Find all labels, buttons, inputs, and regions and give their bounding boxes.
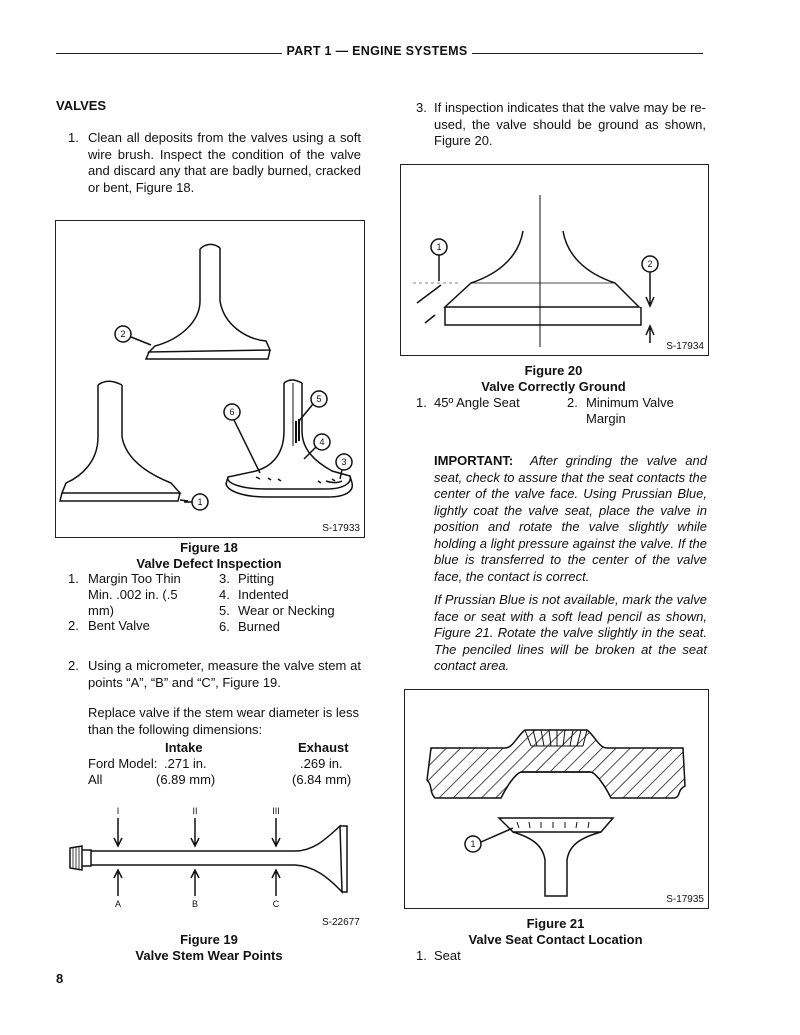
figure-18-drawing bbox=[56, 221, 364, 537]
table-row-1-label: Ford Model: bbox=[88, 756, 158, 771]
section-title: VALVES bbox=[56, 98, 107, 113]
fig20-legend-2-num: 2. bbox=[567, 395, 578, 410]
figure-19-caption-number: Figure 19 bbox=[180, 932, 238, 947]
figure-19-ref: S-22677 bbox=[322, 917, 360, 928]
step-3-text: If inspection indicates that the valve may be re-used, the valve should be ground as shown, Figure 20. bbox=[434, 100, 706, 148]
fig18-legend-4-num: 4. bbox=[219, 587, 230, 602]
fig21-callout-1: 1 bbox=[470, 839, 476, 849]
fig19-label-I: I bbox=[116, 806, 120, 816]
fig18-legend-6-text: Burned bbox=[238, 619, 280, 634]
figure-19-caption-title: Valve Stem Wear Points bbox=[135, 948, 283, 963]
fig18-callout-2: 2 bbox=[120, 329, 126, 339]
figure-20-caption-number: Figure 20 bbox=[524, 363, 583, 378]
fig18-legend-5-text: Wear or Necking bbox=[238, 603, 335, 618]
fig20-callout-1: 1 bbox=[436, 242, 442, 252]
figure-21-drawing bbox=[405, 690, 708, 908]
header-rule-right bbox=[472, 53, 703, 54]
page-number: 8 bbox=[56, 971, 64, 986]
important-label: IMPORTANT: bbox=[434, 453, 514, 468]
fig18-legend-1-text: Margin Too Thin Min. .002 in. (.5 mm) bbox=[88, 571, 181, 618]
fig18-callout-4: 4 bbox=[319, 437, 325, 447]
step-1-text: Clean all deposits from the valves using a soft wire brush. Inspect the condition of the valve and discard any that are badly burned, cracked or bent, Figure 18. bbox=[88, 130, 361, 195]
fig18-legend-2-num: 2. bbox=[68, 618, 79, 633]
fig21-legend-1-num: 1. bbox=[416, 948, 427, 963]
fig18-legend-1-num: 1. bbox=[68, 571, 79, 586]
fig18-legend-5-num: 5. bbox=[219, 603, 230, 618]
figure-18-ref: S-17933 bbox=[322, 523, 360, 534]
fig18-legend-4-text: Indented bbox=[238, 587, 289, 602]
prussian-text: If Prussian Blue is not available, mark the valve face or seat with a soft lead pencil as shown, Figure 21. Rotate the valve slightly in the seat. The penciled lines will be broken at the seat contact area. bbox=[434, 592, 707, 673]
fig18-legend-6-num: 6. bbox=[219, 619, 230, 634]
fig20-legend-1-text: 45º Angle Seat bbox=[434, 395, 520, 410]
figure-20-ref: S-17934 bbox=[666, 341, 704, 352]
figure-21-ref: S-17935 bbox=[666, 894, 704, 905]
header-rule-left bbox=[56, 53, 282, 54]
table-row-1-intake: .271 in. bbox=[164, 756, 207, 771]
important-text: After grinding the valve and seat, check to assure that the seat contacts the center of the valve face. Using Prussian Blue, lightly coat the valve seat, place the valve in position and rotate the valve slightly while holding a light pressure against the valve. If the blue is transferred to the center of the valve face, the contact is correct. bbox=[434, 453, 707, 584]
fig18-callout-5: 5 bbox=[316, 394, 322, 404]
figure-21-caption-number: Figure 21 bbox=[526, 916, 585, 931]
figure-18-caption-title: Valve Defect Inspection bbox=[136, 556, 282, 571]
fig20-legend-2-text: Minimum Valve Margin bbox=[586, 395, 674, 426]
fig20-callout-2: 2 bbox=[647, 259, 653, 269]
table-header-intake: Intake bbox=[165, 740, 203, 755]
figure-19-drawing bbox=[55, 800, 365, 935]
step-2-text: Using a micrometer, measure the valve stem at points “A”, “B” and “C”, Figure 19. bbox=[88, 658, 361, 690]
fig18-legend-3-text: Pitting bbox=[238, 571, 275, 586]
fig19-label-A: A bbox=[114, 899, 122, 909]
table-row-1-exhaust: .269 in. bbox=[300, 756, 343, 771]
figure-20-caption-title: Valve Correctly Ground bbox=[481, 379, 626, 394]
figure-18 bbox=[55, 220, 365, 538]
table-row-2-label: All bbox=[88, 772, 103, 787]
figure-18-caption-number: Figure 18 bbox=[180, 540, 238, 555]
figure-20 bbox=[400, 164, 709, 356]
fig19-label-III: III bbox=[272, 806, 280, 816]
replace-text: Replace valve if the stem wear diameter is less than the following dimensions: bbox=[88, 705, 359, 737]
step-3-number: 3. bbox=[416, 100, 427, 115]
fig21-legend-1-text: Seat bbox=[434, 948, 461, 963]
fig18-callout-1: 1 bbox=[197, 497, 203, 507]
figure-20-drawing bbox=[401, 165, 708, 355]
table-row-2-intake: (6.89 mm) bbox=[156, 772, 216, 787]
figure-21-caption-title: Valve Seat Contact Location bbox=[468, 932, 643, 947]
fig19-label-B: B bbox=[191, 899, 199, 909]
fig19-label-C: C bbox=[272, 899, 280, 909]
fig19-label-II: II bbox=[192, 806, 198, 816]
fig18-callout-3: 3 bbox=[341, 457, 347, 467]
step-2-number: 2. bbox=[68, 658, 79, 673]
fig20-legend-1-num: 1. bbox=[416, 395, 427, 410]
fig18-callout-6: 6 bbox=[229, 407, 235, 417]
page-header-title: PART 1 — ENGINE SYSTEMS bbox=[286, 44, 468, 58]
step-1-number: 1. bbox=[68, 130, 79, 145]
table-header-exhaust: Exhaust bbox=[298, 740, 349, 755]
fig18-legend-2-text: Bent Valve bbox=[88, 618, 150, 633]
table-row-2-exhaust: (6.84 mm) bbox=[292, 772, 352, 787]
fig18-legend-3-num: 3. bbox=[219, 571, 230, 586]
figure-21 bbox=[404, 689, 709, 909]
